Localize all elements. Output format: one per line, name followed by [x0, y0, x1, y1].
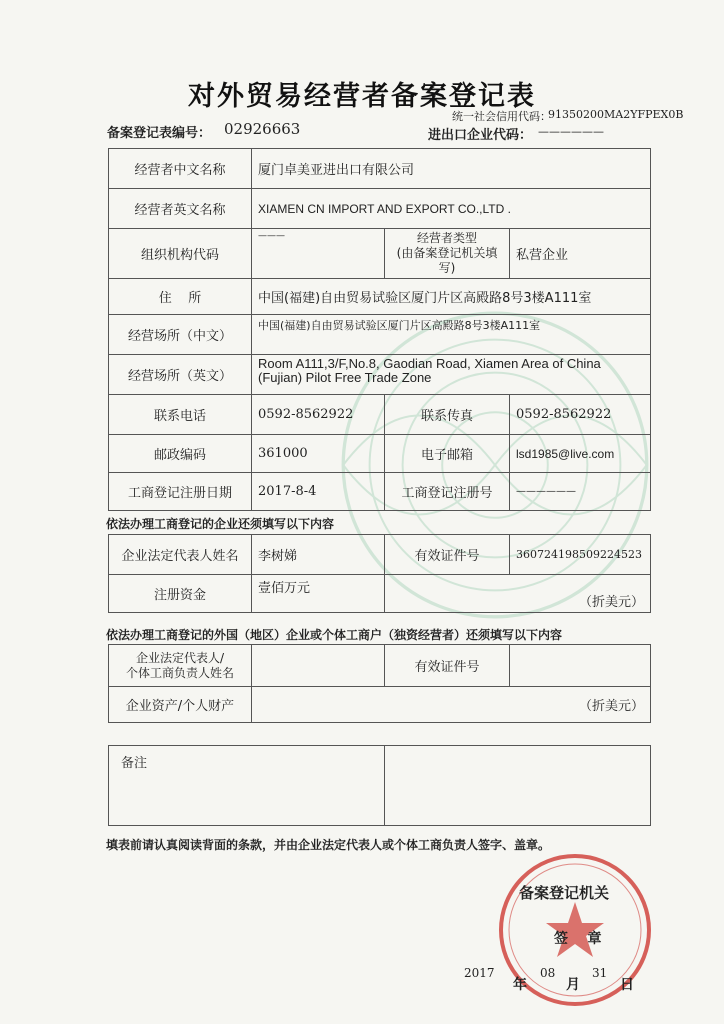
- assets-label: 企业资产/个人财产: [109, 687, 252, 723]
- rep-value: [252, 645, 385, 687]
- type-label: [385, 229, 510, 279]
- address: 中国(福建)自由贸易试验区厦门片区高殿路8号3楼A111室: [252, 279, 651, 315]
- fax-label: 联系传真: [385, 395, 510, 435]
- import-export-code: ——————: [538, 125, 604, 138]
- date-day: 31: [592, 966, 608, 980]
- org-code-label: 组织机构代码: [109, 229, 252, 279]
- section1-heading: 依法办理工商登记的企业还须填写以下内容: [106, 517, 335, 531]
- section2-id-value: [510, 645, 651, 687]
- type-value: 私营企业: [510, 229, 651, 279]
- capital: 壹佰万元: [252, 575, 385, 613]
- capital-label: 注册资金: [109, 575, 252, 613]
- type-label-line1: 经营者类型: [416, 231, 477, 245]
- legal-rep: 李树娣: [252, 535, 385, 575]
- authority-label: 备案登记机关: [519, 884, 610, 902]
- remarks-table: [108, 745, 651, 826]
- document-title: 对外贸易经营者备案登记表: [188, 81, 536, 112]
- cn-name: 厦门卓美亚进出口有限公司: [252, 149, 651, 189]
- reg-date-label: 工商登记注册日期: [109, 473, 252, 511]
- premises-en-label: 经营场所（英文）: [109, 355, 252, 395]
- date-year-unit: 年: [513, 977, 527, 993]
- reg-no: 02926663: [224, 120, 301, 138]
- id-label: 有效证件号: [385, 535, 510, 575]
- section2-table: [108, 644, 651, 723]
- premises-en: Room A111,3/F,No.8, Gaodian Road, Xiamen Area of China (Fujian) Pilot Free Trade Zone: [252, 355, 651, 395]
- type-label-line2: (由备案登记机关填写): [396, 246, 498, 275]
- email: lsd1985@live.com: [510, 435, 651, 473]
- reg-date: 2017-8-4: [252, 473, 385, 511]
- date-month-unit: 月: [566, 977, 580, 993]
- postcode-label: 邮政编码: [109, 435, 252, 473]
- credit-code: 91350200MA2YFPEX0B: [548, 108, 684, 121]
- reg-num: ——————: [510, 473, 651, 511]
- en-name: XIAMEN CN IMPORT AND EXPORT CO.,LTD .: [252, 189, 651, 229]
- premises-cn: 中国(福建)自由贸易试验区厦门片区高殿路8号3楼A111室: [252, 315, 651, 355]
- rep-label-line2: 个体工商负责人姓名: [125, 665, 234, 680]
- capital-usd-note: （折美元）: [385, 575, 651, 613]
- en-name-label: 经营者英文名称: [109, 189, 252, 229]
- date-day-unit: 日: [620, 977, 634, 993]
- fax: 0592-8562922: [510, 395, 651, 435]
- address-label: 住 所: [109, 279, 252, 315]
- legal-rep-label: 企业法定代表人姓名: [109, 535, 252, 575]
- section2-heading: 依法办理工商登记的外国（地区）企业或个体工商户（独资经营者）还须填写以下内容: [106, 628, 563, 642]
- phone-label: 联系电话: [109, 395, 252, 435]
- import-export-code-label: 进出口企业代码：: [428, 128, 533, 143]
- email-label: 电子邮箱: [385, 435, 510, 473]
- reg-num-label: 工商登记注册号: [385, 473, 510, 511]
- premises-cn-label: 经营场所（中文）: [109, 315, 252, 355]
- sign-stamp-label: 签 章: [554, 931, 602, 947]
- rep-label-line1: 企业法定代表人/: [135, 650, 225, 665]
- date-month: 08: [540, 966, 556, 980]
- section2-id-label: 有效证件号: [385, 645, 510, 687]
- assets-usd-note: （折美元）: [252, 687, 651, 723]
- remarks-label: 备注: [109, 746, 385, 826]
- reg-no-label: 备案登记表编号：: [107, 126, 212, 141]
- phone: 0592-8562922: [252, 395, 385, 435]
- id-value: 360724198509224523: [510, 535, 651, 575]
- cn-name-label: 经营者中文名称: [109, 149, 252, 189]
- instruction-text: 填表前请认真阅读背面的条款，并由企业法定代表人或个体工商负责人签字、盖章。: [106, 838, 551, 852]
- main-form-table: [108, 148, 651, 511]
- rep-label: [109, 645, 252, 687]
- date-year: 2017: [464, 966, 495, 980]
- credit-code-label: 统一社会信用代码：: [452, 110, 551, 123]
- postcode: 361000: [252, 435, 385, 473]
- section1-table: [108, 534, 651, 613]
- org-code: ———: [252, 229, 385, 279]
- remarks-value: [385, 746, 651, 826]
